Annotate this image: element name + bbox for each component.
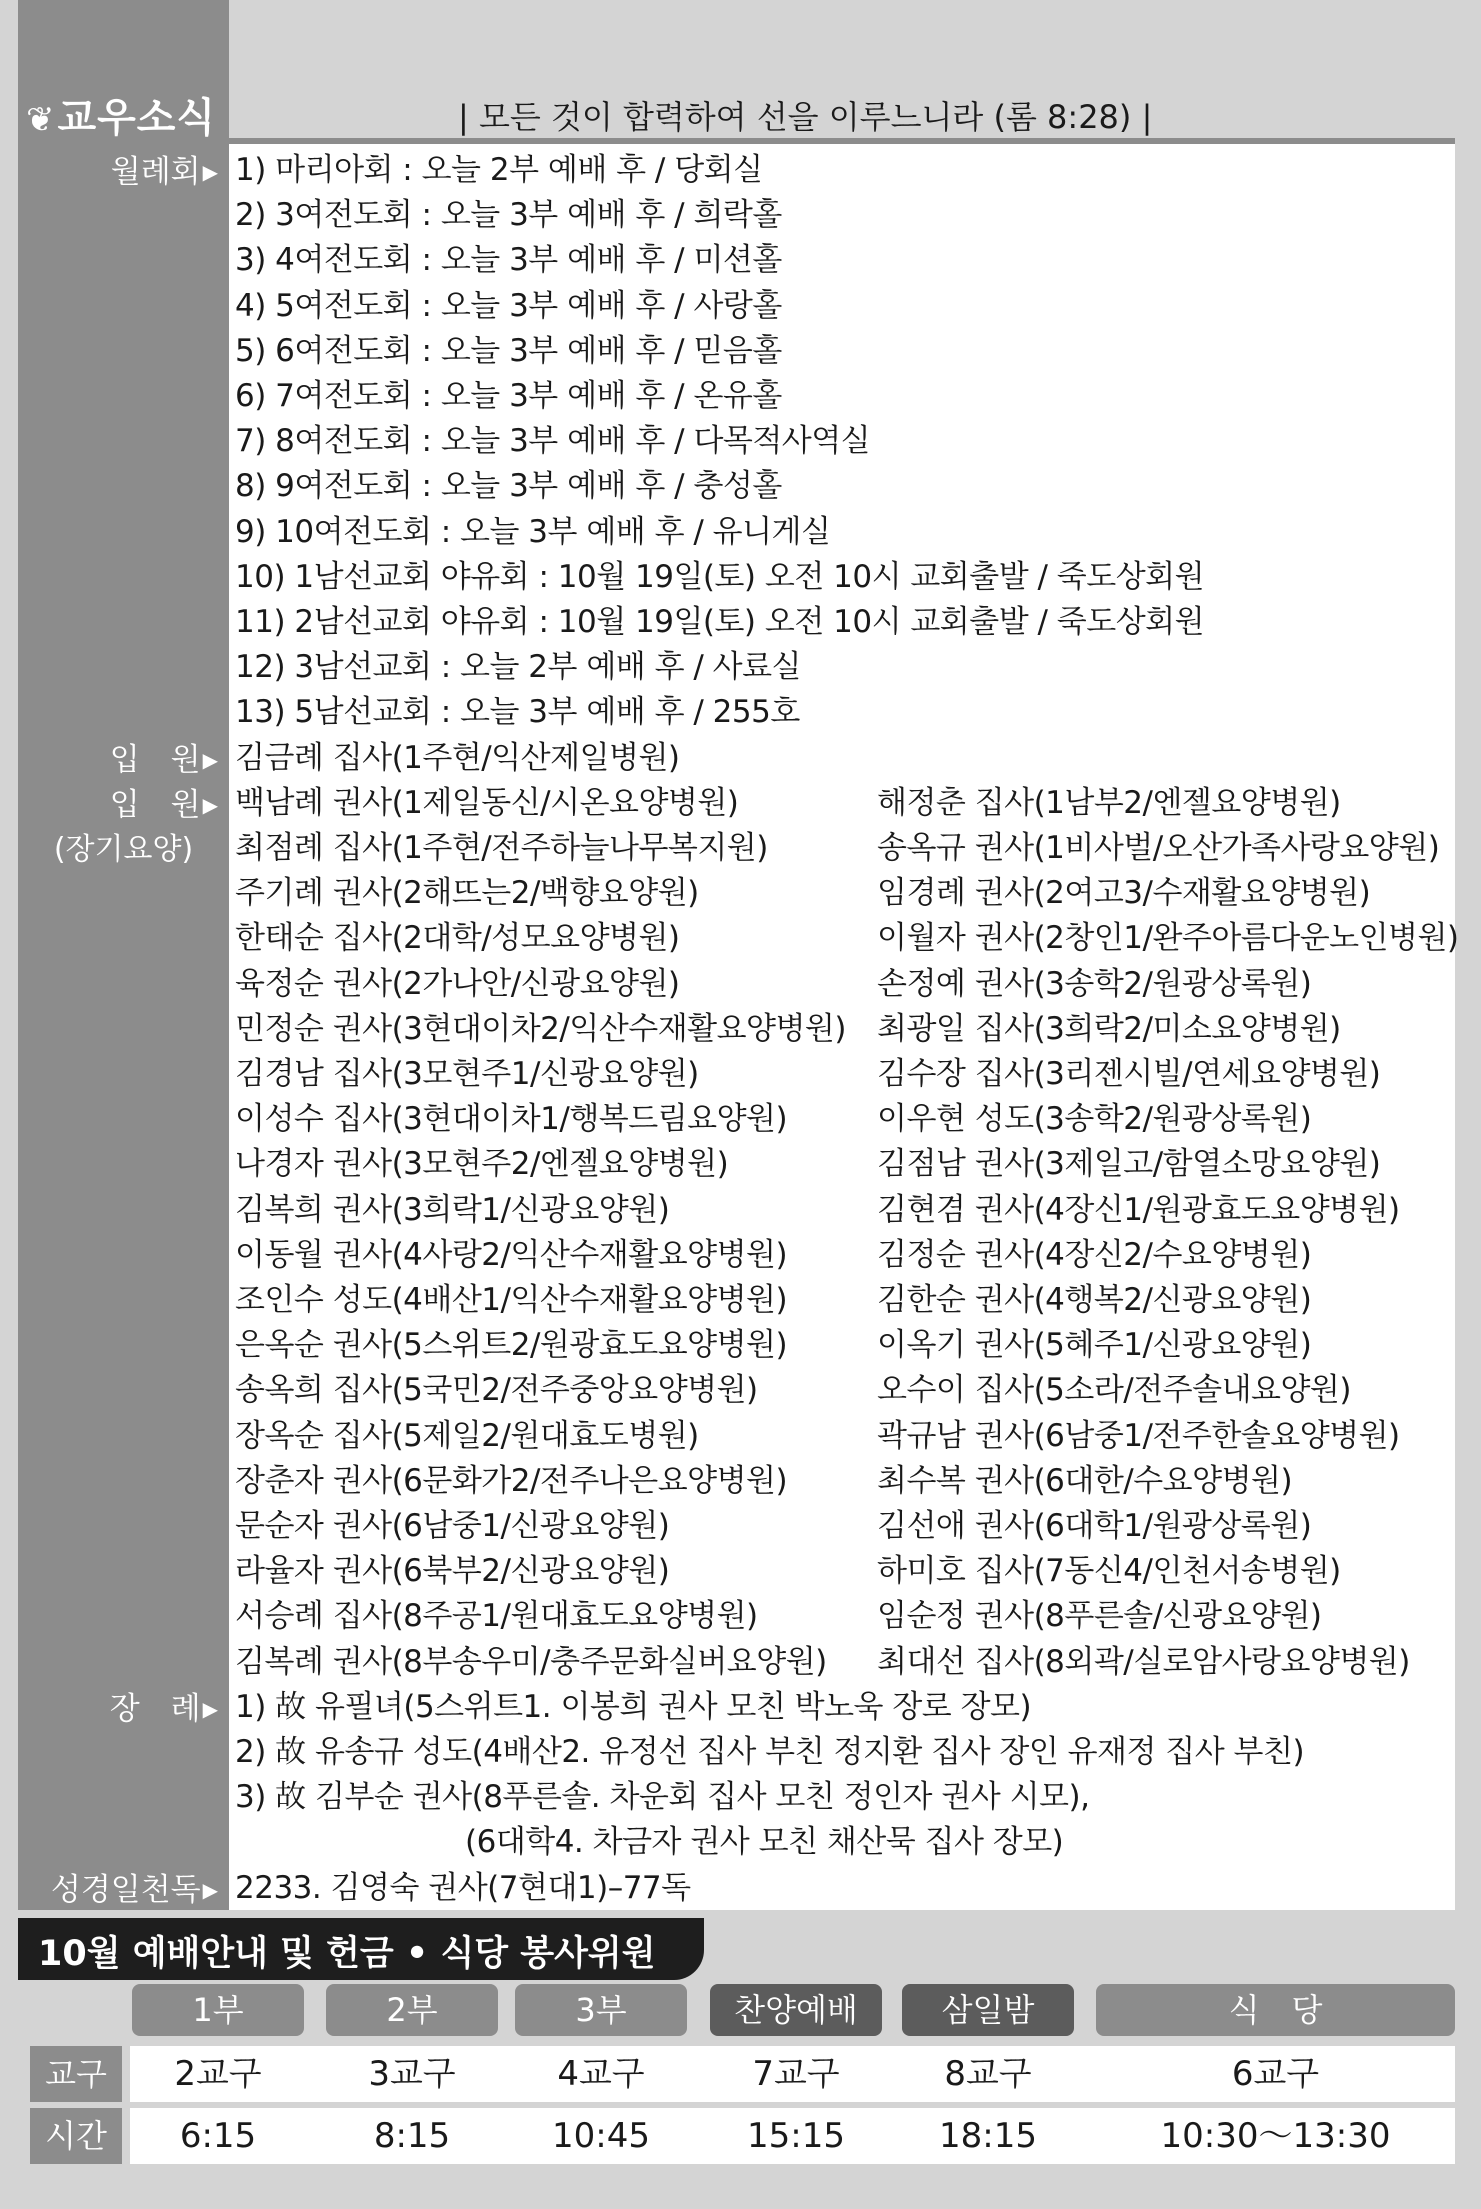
bible-reading-item: 2233. 김영숙 권사(7현대1)–77독 [235,1869,691,1906]
longterm-care-item: 은옥순 권사(5스위트2/원광효도요양병원) [235,1327,788,1364]
schedule-cell: 4교구 [557,2054,645,2094]
schedule-banner [18,1918,704,1980]
schedule-row-label: 시간 [30,2108,122,2164]
longterm-care-item: 이동월 권사(4사랑2/익산수재활요양병원) [235,1236,788,1273]
label-monthly-meeting [18,146,218,191]
longterm-care-item: 김한순 권사(4행복2/신광요양원) [877,1282,1312,1318]
schedule-cell: 10:30～13:30 [1160,2116,1391,2156]
longterm-care-item: 이월자 권사(2창인1/완주아름다운노인병원) [877,920,1459,957]
monthly-meeting-item: 7) 8여전도회 : 오늘 3부 예배 후 / 다목적사역실 [235,423,871,460]
longterm-care-item: 나경자 권사(3모현주2/엔젤요양병원) [235,1146,729,1183]
schedule-cell: 2교구 [174,2054,262,2094]
longterm-care-item: 문순자 권사(6남중1/신광요양원) [235,1508,670,1544]
label-longterm-care [18,779,218,824]
monthly-meeting-item: 13) 5남선교회 : 오늘 3부 예배 후 / 255호 [235,694,800,731]
longterm-care-item: 라율자 권사(6북부2/신광요양원) [235,1553,670,1590]
funeral-item: 3) 故 김부순 권사(8푸른솔. 차운회 집사 모친 정인자 권사 시모), [235,1779,1090,1816]
longterm-care-item: 민정순 권사(3현대이차2/익산수재활요양병원) [235,1010,846,1047]
longterm-care-item: 한태순 집사(2대학/성모요양병원) [235,920,680,957]
schedule-cell: 7교구 [752,2054,840,2094]
schedule-title: 10월 예배안내 및 헌금 • 식당 봉사위원 [38,1934,656,1974]
monthly-meeting-item: 12) 3남선교회 : 오늘 2부 예배 후 / 사료실 [235,649,802,686]
monthly-meeting-item: 1) 마리아회 : 오늘 2부 예배 후 / 당회실 [235,152,763,188]
triangle-right-icon: ▶ [202,160,218,184]
schedule-cell: 15:15 [747,2116,845,2156]
monthly-meeting-item: 11) 2남선교회 야유회 : 10월 19일(토) 오전 10시 교회출발 / 죽도상회원 [235,604,1205,640]
schedule-cell: 6:15 [179,2116,257,2156]
longterm-care-item: 최수복 권사(6대한/수요양병원) [877,1462,1293,1499]
longterm-care-item: 임순정 권사(8푸른솔/신광요양원) [877,1598,1322,1635]
triangle-right-icon: ▶ [202,747,218,772]
schedule-cell: 8교구 [944,2054,1032,2094]
schedule-cell: 8:15 [373,2116,451,2156]
longterm-care-item: 조인수 성도(4배산1/익산수재활요양병원) [235,1282,788,1318]
longterm-care-item: 최광일 집사(3희락2/미소요양병원) [877,1010,1341,1047]
longterm-care-item: 김선애 권사(6대학1/원광상록원) [877,1508,1312,1544]
schedule-column-header: 찬양예배 [710,1984,882,2036]
news-content [229,144,1459,1910]
triangle-right-icon: ▶ [202,1696,218,1721]
schedule-column-header: 삼일밤 [902,1984,1074,2036]
label-hospital [18,734,218,779]
longterm-care-item: 김정순 권사(4장신2/수요양병원) [877,1236,1312,1273]
monthly-meeting-item: 3) 4여전도회 : 오늘 3부 예배 후 / 미션홀 [235,242,782,279]
left-sidebar [18,0,229,1910]
label-longterm-care-sub: (장기요양) [53,832,194,867]
longterm-care-item: 송옥규 권사(1비사벌/오산가족사랑요양원) [877,830,1440,866]
longterm-care-item: 백남례 권사(1제일동신/시온요양병원) [235,784,739,821]
longterm-care-item: 김현겸 권사(4장신1/원광효도요양병원) [877,1191,1400,1228]
leaf-icon: ❦ [26,100,56,140]
longterm-care-item: 이성수 집사(3현대이차1/행복드림요양원) [235,1101,788,1138]
longterm-care-item: 김점남 권사(3제일고/함열소망요양원) [877,1146,1381,1183]
label-bible-reading-text: 성경일천독 [50,1871,201,1908]
monthly-meeting-item: 6) 7여전도회 : 오늘 3부 예배 후 / 온유홀 [235,378,782,414]
longterm-care-item: 김경남 집사(3모현주1/신광요양원) [235,1056,699,1092]
longterm-care-item: 김복희 권사(3희락1/신광요양원) [235,1191,670,1228]
longterm-care-item: 송옥희 집사(5국민2/전주중앙요양병원) [235,1372,758,1409]
longterm-care-item: 최대선 집사(8외곽/실로암사랑요양병원) [877,1643,1410,1680]
label-funeral [18,1683,218,1728]
longterm-care-item: 육정순 권사(2가나안/신광요양원) [235,965,680,1002]
schedule-column-header: 2부 [326,1984,498,2036]
longterm-care-item: 이옥기 권사(5혜주1/신광요양원) [877,1327,1312,1364]
section-title [26,86,216,143]
section-title-text: 교우소식 [57,95,217,141]
monthly-meeting-item: 9) 10여전도회 : 오늘 3부 예배 후 / 유니게실 [235,513,831,550]
label-monthly-meeting-text: 월례회 [110,154,201,190]
longterm-care-item: 해정춘 집사(1남부2/엔젤요양병원) [877,784,1341,821]
label-hospital-text: 입 원 [109,741,201,778]
bible-verse: | 모든 것이 합력하여 선을 이루느니라 (롬 8:28) | [458,98,1153,136]
schedule-row-label: 교구 [30,2046,122,2102]
triangle-right-icon: ▶ [202,1877,218,1902]
hospital-item: 김금례 집사(1주현/익산제일병원) [235,739,680,776]
longterm-care-item: 오수이 집사(5소라/전주솔내요양원) [877,1372,1351,1409]
funeral-item: 2) 故 유송규 성도(4배산2. 유정선 집사 부친 정지환 집사 장인 유재정 집사 부친) [235,1734,1305,1770]
monthly-meeting-item: 5) 6여전도회 : 오늘 3부 예배 후 / 믿음홀 [235,332,782,369]
longterm-care-item: 이우현 성도(3송학2/원광상록원) [877,1101,1312,1138]
schedule-cell: 3교구 [368,2054,456,2094]
schedule-cell: 6교구 [1231,2054,1320,2094]
funeral-item: (6대학4. 차금자 권사 모친 채산묵 집사 장모) [465,1824,1064,1861]
longterm-care-item: 하미호 집사(7동신4/인천서송병원) [877,1553,1341,1590]
longterm-care-item: 손정예 권사(3송학2/원광상록원) [877,965,1312,1002]
monthly-meeting-item: 2) 3여전도회 : 오늘 3부 예배 후 / 희락홀 [235,197,782,234]
schedule-cell: 10:45 [552,2116,650,2156]
schedule-table [30,1984,1455,2174]
section-header [18,82,1455,140]
longterm-care-item: 김복례 권사(8부송우미/충주문화실버요양원) [235,1643,827,1680]
monthly-meeting-item: 4) 5여전도회 : 오늘 3부 예배 후 / 사랑홀 [235,287,782,324]
label-bible-reading [18,1864,218,1909]
longterm-care-item: 임경례 권사(2여고3/수재활요양병원) [877,875,1371,912]
longterm-care-item: 서승례 집사(8주공1/원대효도요양병원) [235,1598,758,1635]
schedule-cell: 18:15 [939,2116,1037,2156]
monthly-meeting-item: 10) 1남선교회 야유회 : 10월 19일(토) 오전 10시 교회출발 / 죽도상회원 [235,558,1205,595]
schedule-column-header: 1부 [132,1984,304,2036]
schedule-column-header: 3부 [515,1984,687,2036]
longterm-care-item: 최점례 집사(1주현/전주하늘나무복지원) [235,830,768,866]
longterm-care-item: 주기례 권사(2해뜨는2/백향요양원) [235,875,699,912]
triangle-right-icon: ▶ [202,792,218,817]
longterm-care-item: 김수장 집사(3리젠시빌/연세요양병원) [877,1056,1381,1092]
funeral-item: 1) 故 유필녀(5스위트1. 이봉희 권사 모친 박노욱 장로 장모) [235,1688,1032,1725]
longterm-care-item: 장옥순 집사(5제일2/원대효도병원) [235,1417,699,1454]
label-longterm-care-text: 입 원 [109,786,201,823]
monthly-meeting-item: 8) 9여전도회 : 오늘 3부 예배 후 / 충성홀 [235,468,782,505]
label-funeral-text: 장 례 [109,1690,201,1727]
schedule-column-header: 식 당 [1096,1984,1455,2036]
longterm-care-item: 곽규남 권사(6남중1/전주한솔요양병원) [877,1417,1400,1454]
longterm-care-item: 장춘자 권사(6문화가2/전주나은요양병원) [235,1462,788,1499]
